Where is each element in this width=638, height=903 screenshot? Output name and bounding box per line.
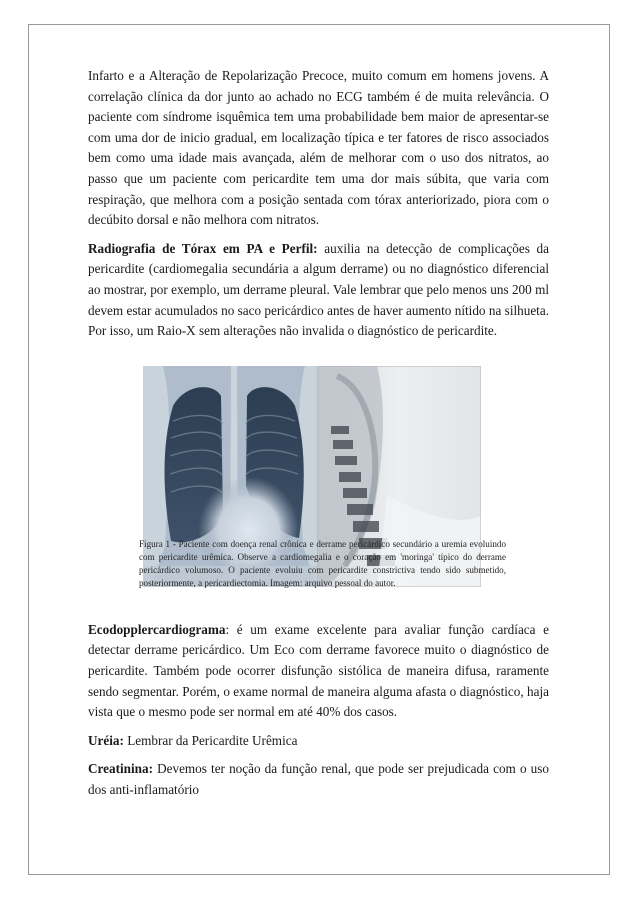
paragraph-creatinina bbox=[88, 759, 549, 800]
figure-caption: Figura 1 - Paciente com doença renal crônica e derrame pericárdico secundário a uremia evoluindo com pericardite urêmica. Observe a cardiomegalia e o coração em 'moringa' típico do derrame pericárdico volumoso. O paciente evoluiu com pericardite constrictiva tendo sido submetido, posteriormente, a pericardiectomia. Imagem: arquivo pessoal do autor. bbox=[139, 538, 506, 588]
paragraph-eco bbox=[88, 620, 549, 723]
paragraph-intro: Infarto e a Alteração de Repolarização Precoce, muito comum em homens jovens. A correlação clínica da dor junto ao achado no ECG também é de muita relevância. O paciente com síndrome isquêmica tem uma probabilidade bem maior de apresentar-se com uma dor de inicio gradual, em localização típica e ter fatores de risco associados bem como uma idade mais avançada, além de melhorar com o uso dos nitratos, ao passo que um paciente com pericardite tem uma dor mais súbita, que varia com respiração, que melhora com a posição sentada com tórax anteriorizado, piora com o decúbito dorsal e não melhora com nitratos. bbox=[88, 68, 549, 228]
document-body bbox=[88, 66, 549, 808]
text-ureia: Lembrar da Pericardite Urêmica bbox=[123, 732, 298, 748]
heading-ureia: Uréia: bbox=[88, 732, 124, 748]
heading-eco: Ecodopplercardiograma bbox=[88, 621, 226, 637]
paragraph-ureia bbox=[88, 731, 549, 752]
figure-1 bbox=[88, 350, 549, 614]
text-radiografia: auxilia na detecção de complicações da pericardite (cardiomegalia secundária a algum derrame) ou no diagnóstico diferencial ao mostrar, por exemplo, um derrame pleural. Vale lembrar que pelo menos uns 200 ml devem estar acumulados no saco pericárdico antes de haver aumento nítido na silhueta. Por isso, um Raio-X sem alterações não invalida o diagnóstico de pericardite. bbox=[88, 240, 550, 339]
text-creatinina: Devemos ter noção da função renal, que pode ser prejudicada com o uso dos anti-inflamatório bbox=[88, 761, 549, 797]
text-eco: : é um exame excelente para avaliar função cardíaca e detectar derrame pericárdico. Um Eco com derrame favorece muito o diagnóstico de pericardite. Também pode ocorrer disfunção sistólica de maneira difusa, raramente sendo segmentar. Porém, o exame normal de maneira alguma afasta o diagnóstico, haja vista que o mesmo pode ser normal em até 40% dos casos. bbox=[88, 621, 549, 720]
heading-creatinina: Creatinina: bbox=[88, 761, 153, 777]
heading-radiografia: Radiografia de Tórax em PA e Perfil: bbox=[88, 240, 318, 256]
paragraph-radiografia bbox=[88, 239, 549, 342]
